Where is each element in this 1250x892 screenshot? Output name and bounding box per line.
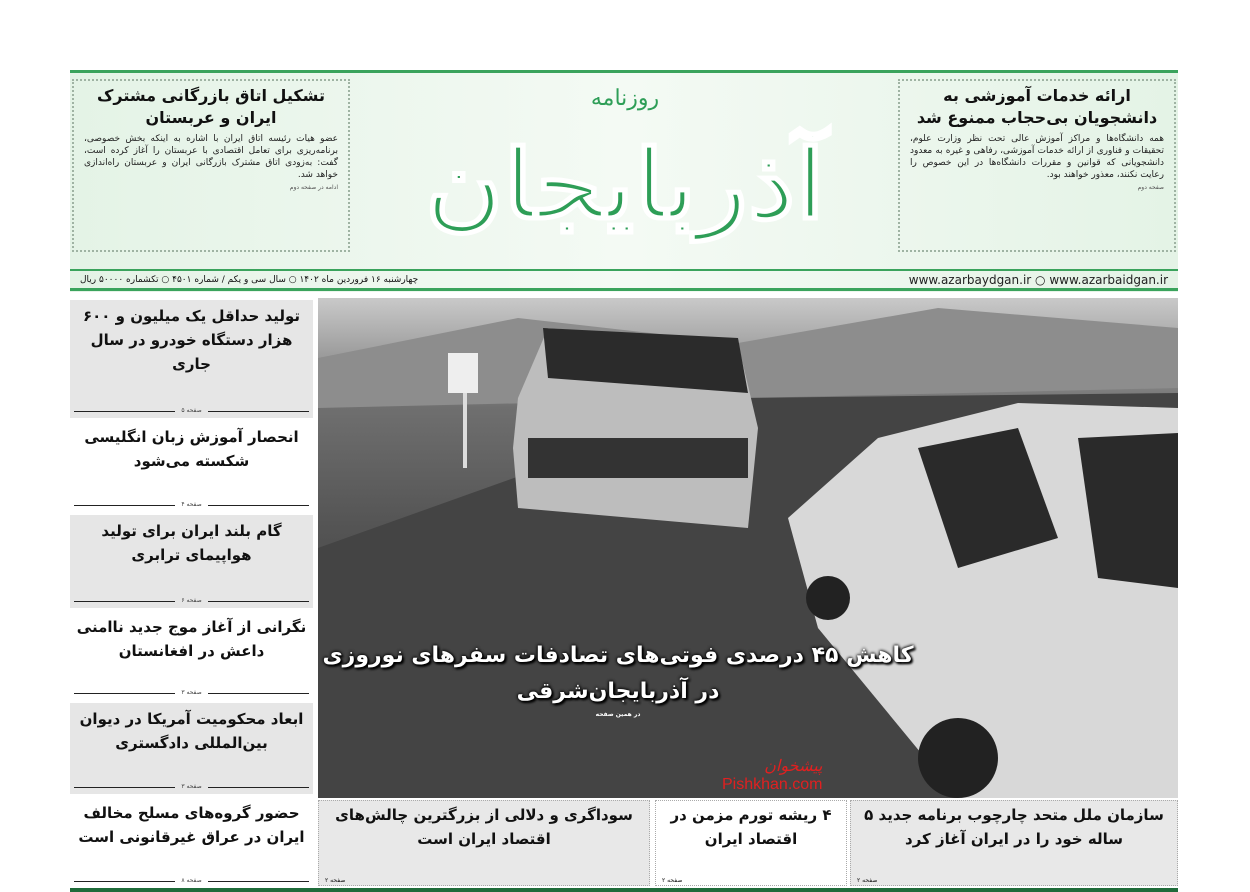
page-ref: صفحه ۲ (325, 877, 346, 884)
sidebar-headline: گام بلند ایران برای تولید هواپیمای ترابری (101, 521, 282, 564)
watermark: پیشخوان Pishkhan.com (722, 758, 823, 793)
main-photo[interactable] (318, 298, 1178, 798)
bottom-rule (70, 888, 1178, 892)
sidebar-headline: ابعاد محکومیت آمریکا در دیوان بین‌المللی دادگستری (79, 710, 304, 753)
sidebar-headline: تولید حداقل یک میلیون و ۶۰۰ هزار دستگاه خودرو در سال جاری (82, 307, 301, 373)
page-ref: صفحه ۸ (70, 876, 313, 886)
sidebar-item[interactable] (70, 611, 313, 700)
logo-subtitle: روزنامه (590, 86, 660, 111)
logo-text: آذربایجان (425, 128, 786, 241)
teaser-ref: صفحه دوم (1137, 184, 1164, 191)
page-ref: صفحه ۵ (70, 406, 313, 416)
sidebar-item[interactable] (70, 703, 313, 794)
teaser-body: عضو هیات رئیسه اتاق ایران با اشاره به اینکه بخش خصوصی، برنامه‌ریزی برای تعامل اقتصادی با عربستان را آغاز کرده است، گفت: به‌زودی اتاق مشترک بازرگانی ایران و عربستان راه‌اندازی خواهد شد. (84, 134, 338, 180)
teaser-left[interactable] (72, 79, 350, 252)
sidebar-item[interactable] (70, 515, 313, 609)
bottom-headline: سوداگری و دلالی از بزرگترین چالش‌های اقتصاد ایران است (335, 806, 633, 848)
page-ref: صفحه ۳ (70, 782, 313, 792)
bottom-headline: ۴ ریشه تورم مزمن در اقتصاد ایران (670, 806, 832, 848)
headline-ref: در همین صفحه (595, 711, 641, 718)
bottom-story[interactable] (655, 800, 847, 886)
masthead (70, 70, 1178, 292)
website-links[interactable]: www.azarbaydgan.ir ○ www.azarbaidgan.ir (908, 273, 1168, 287)
bottom-story[interactable] (318, 800, 650, 886)
main-headline[interactable]: کاهش ۴۵ درصدی فوتی‌های تصادفات سفرهای نوروزی در آذربایجان‌شرقی در همین صفحه (318, 638, 918, 720)
teaser-right[interactable] (898, 79, 1176, 252)
bottom-headline: سازمان ملل متحد چارچوب برنامه جدید ۵ ساله خود را در ایران آغاز کرد (864, 806, 1164, 848)
page-ref: صفحه ۲ (857, 877, 878, 884)
page-ref: صفحه ۲ (662, 877, 683, 884)
newspaper-logo (410, 73, 840, 263)
sidebar-item[interactable] (70, 300, 313, 418)
issue-date: چهارشنبه ۱۶ فروردین ماه ۱۴۰۲ ○ سال سی و یکم / شماره ۴۵۰۱ ○ تکشماره ۵۰۰۰۰ ریال (80, 275, 419, 285)
sidebar (70, 300, 313, 888)
teaser-ref: ادامه در صفحه دوم (289, 184, 338, 191)
crash-scene-image (318, 298, 1178, 798)
sidebar-headline: نگرانی از آغاز موج جدید ناامنی داعش در افغانستان (76, 618, 307, 661)
teaser-title: ارائه خدمات آموزشی به دانشجویان بی‌حجاب ممنوع شد (916, 86, 1158, 127)
sidebar-headline: حضور گروه‌های مسلح مخالف ایران در عراق غیرقانونی است (78, 804, 305, 847)
sidebar-headline: انحصار آموزش زبان انگلیسی شکسته می‌شود (84, 427, 299, 470)
dateline-bar (70, 269, 1178, 291)
page-ref: صفحه ۶ (70, 596, 313, 606)
bottom-story[interactable] (850, 800, 1178, 886)
sidebar-item[interactable] (70, 797, 313, 888)
page-ref: صفحه ۴ (70, 500, 313, 510)
teaser-title: تشکیل اتاق بازرگانی مشترک ایران و عربستان (97, 86, 325, 127)
sidebar-item[interactable] (70, 421, 313, 512)
teaser-body: همه دانشگاه‌ها و مراکز آموزش عالی تحت نظر وزارت علوم، تحقیقات و فناوری از ارائه خدمات آموزشی، رفاهی و غیره به معدود دانشجویانی که قوانین و مقررات دانشگاه‌ها در این خصوص را رعایت نکنند، معذور خواهند بود. (910, 134, 1164, 180)
page-ref: صفحه ۳ (70, 688, 313, 698)
